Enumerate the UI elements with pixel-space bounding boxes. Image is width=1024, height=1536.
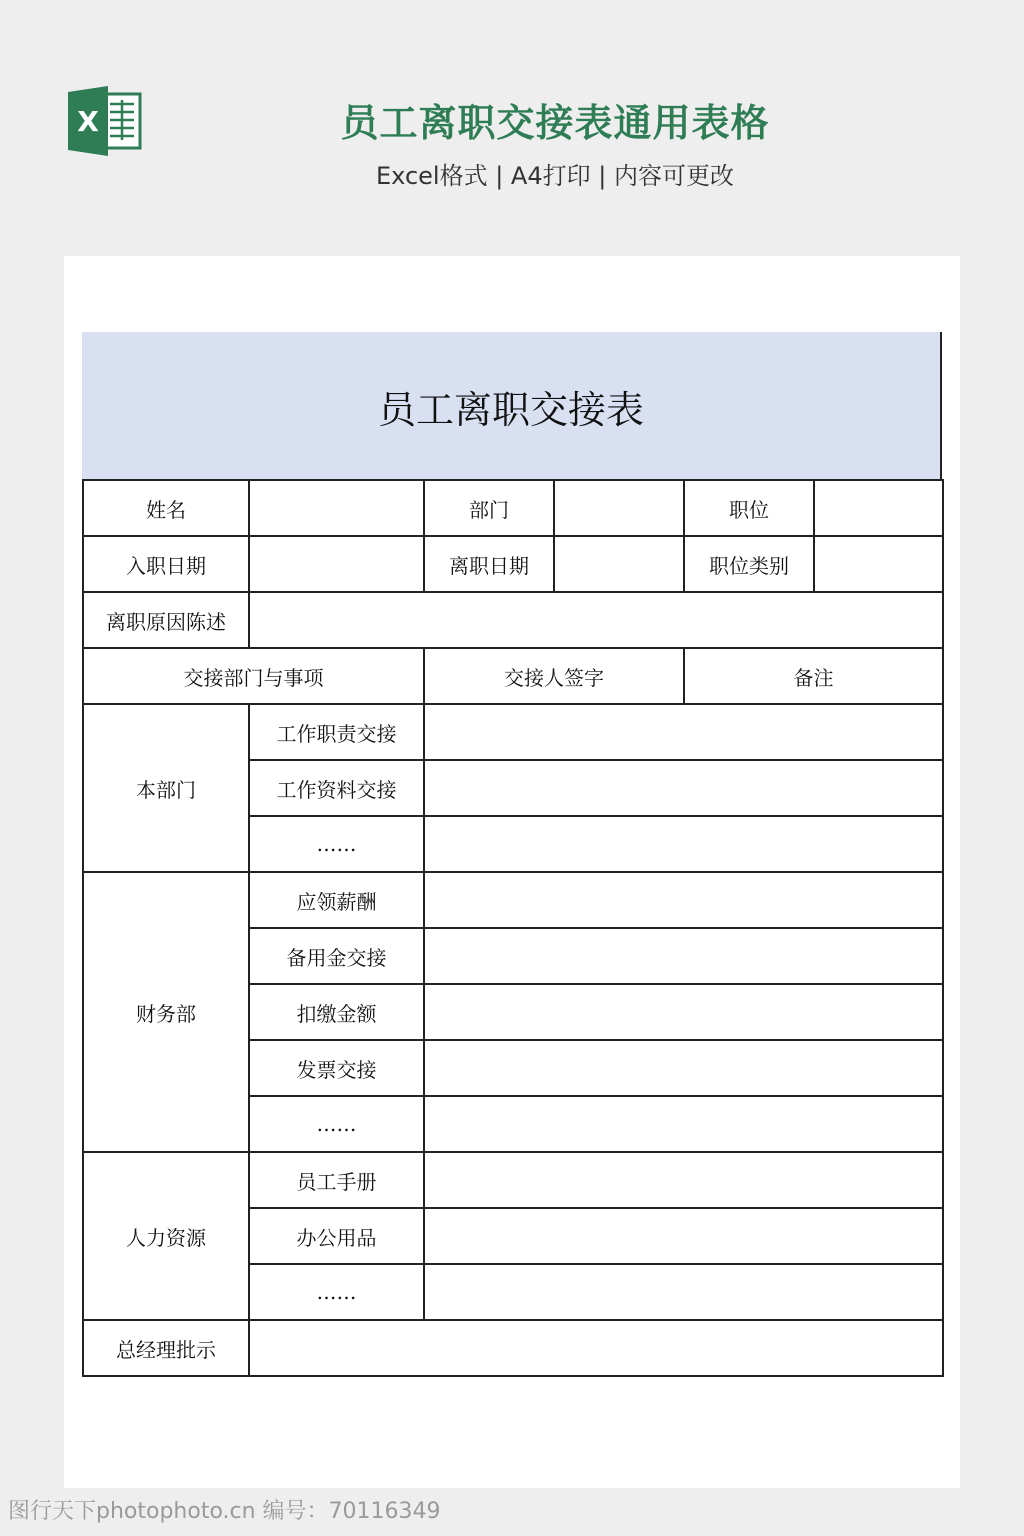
handover-item-label: 办公用品: [249, 1208, 424, 1264]
handover-item-field[interactable]: [424, 1096, 943, 1152]
approval-label: 总经理批示: [83, 1320, 249, 1376]
handover-item-label: 工作资料交接: [249, 760, 424, 816]
handover-item-label: ……: [249, 1264, 424, 1320]
hire-date-label: 入职日期: [83, 536, 249, 592]
handover-form-table: [82, 479, 944, 1377]
leave-date-field[interactable]: [554, 536, 684, 592]
handover-item-field[interactable]: [424, 760, 943, 816]
handover-item-label: 备用金交接: [249, 928, 424, 984]
handover-item-field[interactable]: [424, 928, 943, 984]
handover-item-label: 应领薪酬: [249, 872, 424, 928]
excel-logo-letter: X: [77, 105, 99, 138]
remarks-header: 备注: [684, 648, 943, 704]
handover-item-field[interactable]: [424, 704, 943, 760]
hr-label: 人力资源: [83, 1152, 249, 1320]
table-row: [83, 872, 943, 928]
handover-item-field[interactable]: [424, 1264, 943, 1320]
finance-label: 财务部: [83, 872, 249, 1152]
document-sheet: [64, 256, 960, 1488]
handover-item-label: ……: [249, 1096, 424, 1152]
hire-date-field[interactable]: [249, 536, 424, 592]
name-field[interactable]: [249, 480, 424, 536]
position-type-field[interactable]: [814, 536, 943, 592]
handover-item-label: ……: [249, 816, 424, 872]
handover-item-label: 发票交接: [249, 1040, 424, 1096]
position-field[interactable]: [814, 480, 943, 536]
leave-date-label: 离职日期: [424, 536, 554, 592]
handover-item-label: 工作职责交接: [249, 704, 424, 760]
handover-item-field[interactable]: [424, 1208, 943, 1264]
banner-title: 员工离职交接表通用表格: [340, 101, 770, 145]
handover-item-field[interactable]: [424, 1040, 943, 1096]
table-row: [83, 1152, 943, 1208]
table-row: [83, 536, 943, 592]
handover-item-field[interactable]: [424, 816, 943, 872]
own-dept-label: 本部门: [83, 704, 249, 872]
handover-item-field[interactable]: [424, 1152, 943, 1208]
handover-item-field[interactable]: [424, 872, 943, 928]
position-label: 职位: [684, 480, 814, 536]
position-type-label: 职位类别: [684, 536, 814, 592]
banner-subtitle: Excel格式 | A4打印 | 内容可更改: [376, 162, 734, 190]
table-row: [83, 480, 943, 536]
dept-items-header: 交接部门与事项: [83, 648, 424, 704]
name-label: 姓名: [83, 480, 249, 536]
table-row: [83, 592, 943, 648]
excel-icon: [68, 86, 142, 156]
approval-field[interactable]: [249, 1320, 943, 1376]
table-row: [83, 648, 943, 704]
reason-label: 离职原因陈述: [83, 592, 249, 648]
watermark-text: 图行天下photophoto.cn 编号：70116349: [8, 1499, 441, 1524]
reason-field[interactable]: [249, 592, 943, 648]
handover-item-field[interactable]: [424, 984, 943, 1040]
handover-item-label: 扣缴金额: [249, 984, 424, 1040]
handover-item-label: 员工手册: [249, 1152, 424, 1208]
dept-label: 部门: [424, 480, 554, 536]
signature-header: 交接人签字: [424, 648, 684, 704]
table-row: [83, 1320, 943, 1376]
table-row: [83, 704, 943, 760]
form-title: 员工离职交接表: [82, 332, 942, 480]
dept-field[interactable]: [554, 480, 684, 536]
